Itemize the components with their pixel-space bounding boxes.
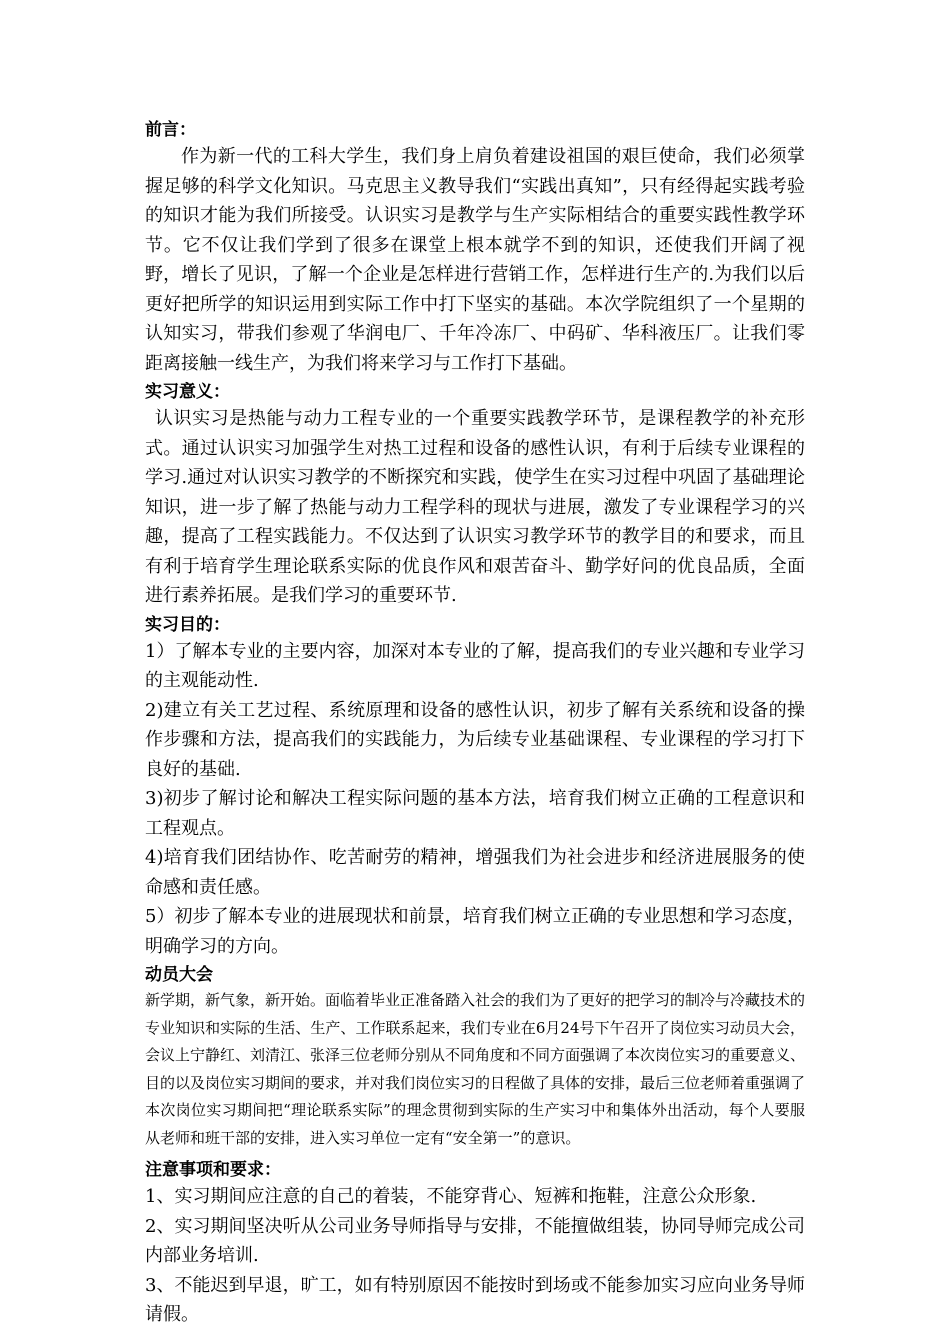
notes-item: 3、不能迟到早退，旷工，如有特别原因不能按时到场或不能参加实习应向业务导师请假。 <box>145 1274 805 1325</box>
purpose-item: 2)建立有关工艺过程、系统原理和设备的感性认识，初步了解有关系统和设备的操作步骤和方法，提高我们的实践能力，为后续专业基础课程、专业课程的学习打下良好的基础. <box>145 699 805 780</box>
significance-heading: 实习意义： <box>145 382 230 402</box>
notes-item: 2、实习期间坚决听从公司业务导师指导与安排，不能擅做组装，协同导师完成公司内部业务培训. <box>145 1215 805 1266</box>
purpose-item: 1）了解本专业的主要内容，加深对本专业的了解，提高我们的专业兴趣和专业学习的主观能动性. <box>145 640 805 691</box>
notes-heading: 注意事项和要求： <box>145 1160 281 1180</box>
meeting-body: 新学期，新气象，新开始。面临着毕业正准备踏入社会的我们为了更好的把学习的制冷与冷藏技术的专业知识和实际的生活、生产、工作联系起来，我们专业在6月24号下午召开了岗位实习动员大会，会议上宁静红、刘清江、张泽三位老师分别从不同角度和不同方面强调了本次岗位实习的重要意义、目的以及岗位实习期间的要求，并对我们岗位实习的日程做了具体的安排，最后三位老师着重强调了本次岗位实习期间把“理论联系实际”的理念贯彻到实际的生产实习中和集体外出活动，每个人要服从老师和班干部的安排，进入实习单位一定有“安全第一”的意识。 <box>145 991 806 1147</box>
preface-body: 作为新一代的工科大学生，我们身上肩负着建设祖国的艰巨使命，我们必须掌握足够的科学文化知识。马克思主义教导我们“实践出真知”，只有经得起实践考验的知识才能为我们所接受。认识实习是教学与生产实际相结合的重要实践性教学环节。它不仅让我们学到了很多在课堂上根本就学不到的知识，还使我们开阔了视野，增长了见识，了解一个企业是怎样进行营销工作，怎样进行生产的.为我们以后更好把所学的知识运用到实际工作中打下坚实的基础。本次学院组织了一个星期的认知实习，带我们参观了华润电厂、千年冷冻厂、中码矿、华科液压厂。让我们零距离接触一线生产，为我们将来学习与工作打下基础。 <box>145 146 805 374</box>
purpose-item: 4)培育我们团结协作、吃苦耐劳的精神，增强我们为社会进步和经济进展服务的使命感和责任感。 <box>145 847 805 898</box>
purpose-item: 3)初步了解讨论和解决工程实际问题的基本方法，培育我们树立正确的工程意识和工程观点。 <box>145 788 805 839</box>
meeting-heading: 动员大会 <box>145 965 213 985</box>
preface-heading: 前言： <box>145 120 196 140</box>
purpose-item: 5）初步了解本专业的进展现状和前景，培育我们树立正确的专业思想和学习态度，明确学习的方向。 <box>145 906 805 957</box>
purpose-heading: 实习目的： <box>145 614 230 635</box>
notes-item: 1、实习期间应注意的自己的着装，不能穿背心、短裤和拖鞋，注意公众形象. <box>145 1186 757 1207</box>
document-page <box>145 118 805 1330</box>
significance-body: 认识实习是热能与动力工程专业的一个重要实践教学环节，是课程教学的补充形式。通过认识实习加强学生对热工过程和设备的感性认识，有利于后续专业课程的学习.通过对认识实习教学的不断探究和实践，使学生在实习过程中巩固了基础理论知识，进一步了解了热能与动力工程学科的现状与进展，激发了专业课程学习的兴趣，提高了工程实践能力。不仅达到了认识实习教学环节的教学目的和要求，而且有利于培育学生理论联系实际的优良作风和艰苦奋斗、勤学好问的优良品质，全面进行素养拓展。是我们学习的重要环节. <box>145 408 805 606</box>
